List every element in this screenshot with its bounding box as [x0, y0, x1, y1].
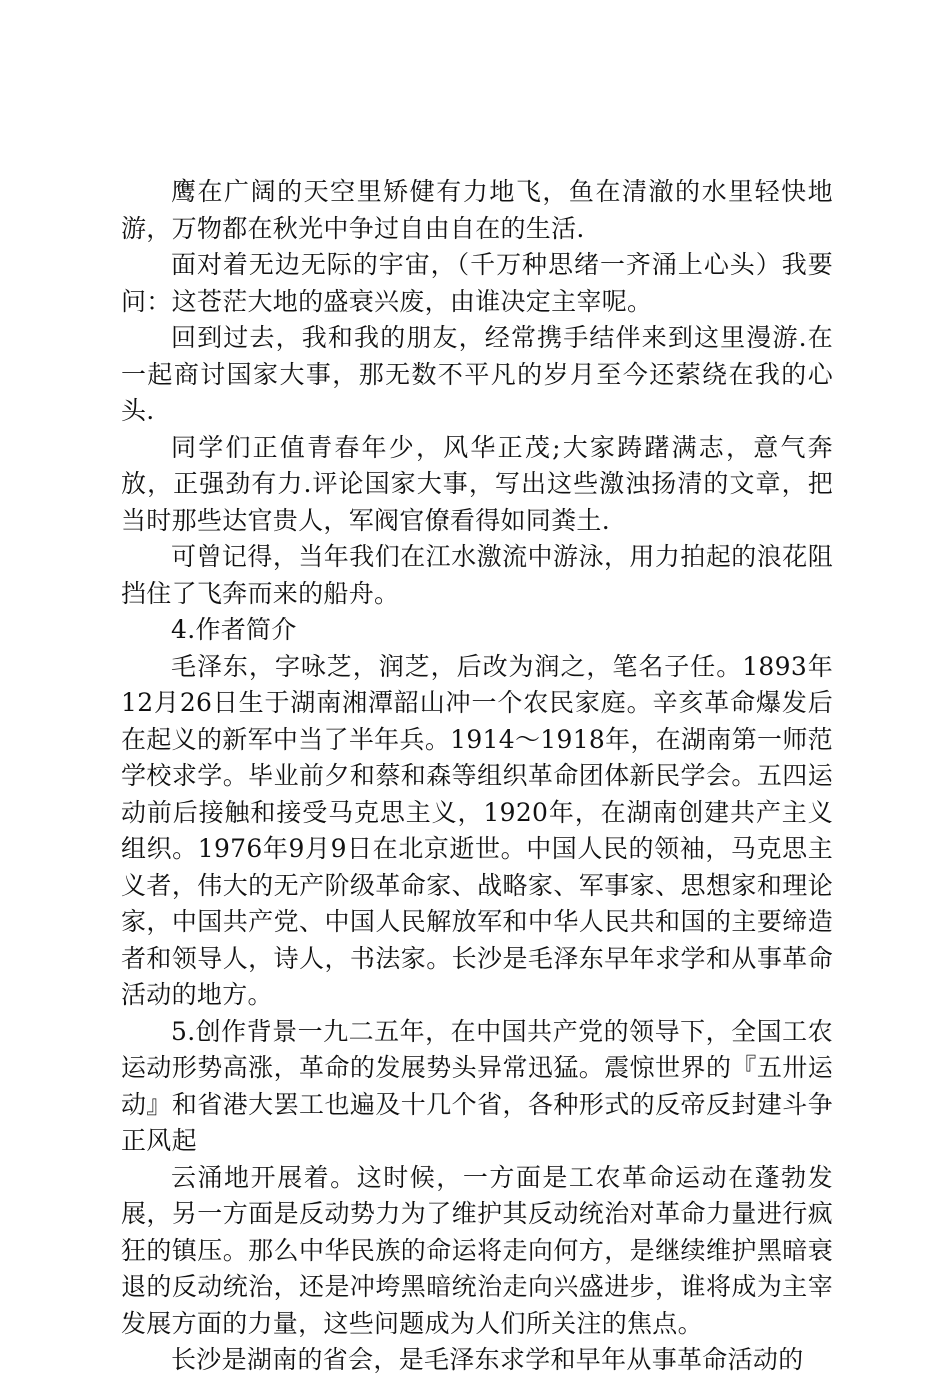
paragraph-changsha: 长沙是湖南的省会，是毛泽东求学和早年从事革命活动的: [171, 1345, 804, 1374]
paragraph-author-bio: 毛泽东，字咏芝，润芝，后改为润之，笔名子任。1893年12月26日生于湖南湘潭韶山冲一个农民家庭。辛亥革命爆发后在起义的新军中当了半年兵。1914～1918年，在湖南第一师范学校求学。毕业前夕和蔡和森等组织革命团体新民学会。五四运动前后接触和接受马克思主义，1920年，在湖南创建共产主义组织。1976年9月9日在北京逝世。中国人民的领袖，马克思主义者，伟大的无产阶级革命家、战略家、军事家、思想家和理论家，中国共产党、中国人民解放军和中华人民共和国的主要缔造者和领导人，诗人，书法家。长沙是毛泽东早年求学和从事革命活动的地方。: [121, 651, 833, 1009]
paragraph-swimming: 可曾记得，当年我们在江水激流中游泳，用力拍起的浪花阻挡住了飞奔而来的船舟。: [121, 542, 833, 608]
paragraph-classmates: 同学们正值青春年少，风华正茂;大家踌躇满志，意气奔放，正强劲有力.评论国家大事，写出这些激浊扬清的文章，把当时那些达官贵人，军阀官僚看得如同粪土.: [121, 432, 833, 535]
paragraph-background: 5.创作背景一九二五年，在中国共产党的领导下，全国工农运动形势高涨，革命的发展势头异常迅猛。震惊世界的『五卅运动』和省港大罢工也遍及十几个省，各种形式的反帝反封建斗争正风起: [121, 1016, 833, 1155]
paragraph-universe-question: 面对着无边无际的宇宙，（千万种思绪一齐涌上心头）我要问：这苍茫大地的盛衰兴废，由谁决定主宰呢。: [121, 250, 833, 316]
paragraph-memories: 回到过去，我和我的朋友，经常携手结伴来到这里漫游.在一起商讨国家大事，那无数不平凡的岁月至今还萦绕在我的心头.: [121, 323, 833, 425]
document-body: [121, 174, 833, 1379]
paragraph-background-continued: 云涌地开展着。这时候，一方面是工农革命运动在蓬勃发展，另一方面是反动势力为了维护其反动统治对革命力量进行疯狂的镇压。那么中华民族的命运将走向何方，是继续维护黑暗衰退的反动统治，还是冲垮黑暗统治走向兴盛进步，谁将成为主宰发展方面的力量，这些问题成为人们所关注的焦点。: [121, 1162, 833, 1338]
section-heading-author: 4.作者简介: [171, 615, 297, 644]
paragraph-eagle-fish: 鹰在广阔的天空里矫健有力地飞，鱼在清澈的水里轻快地游，万物都在秋光中争过自由自在的生活.: [121, 177, 833, 243]
